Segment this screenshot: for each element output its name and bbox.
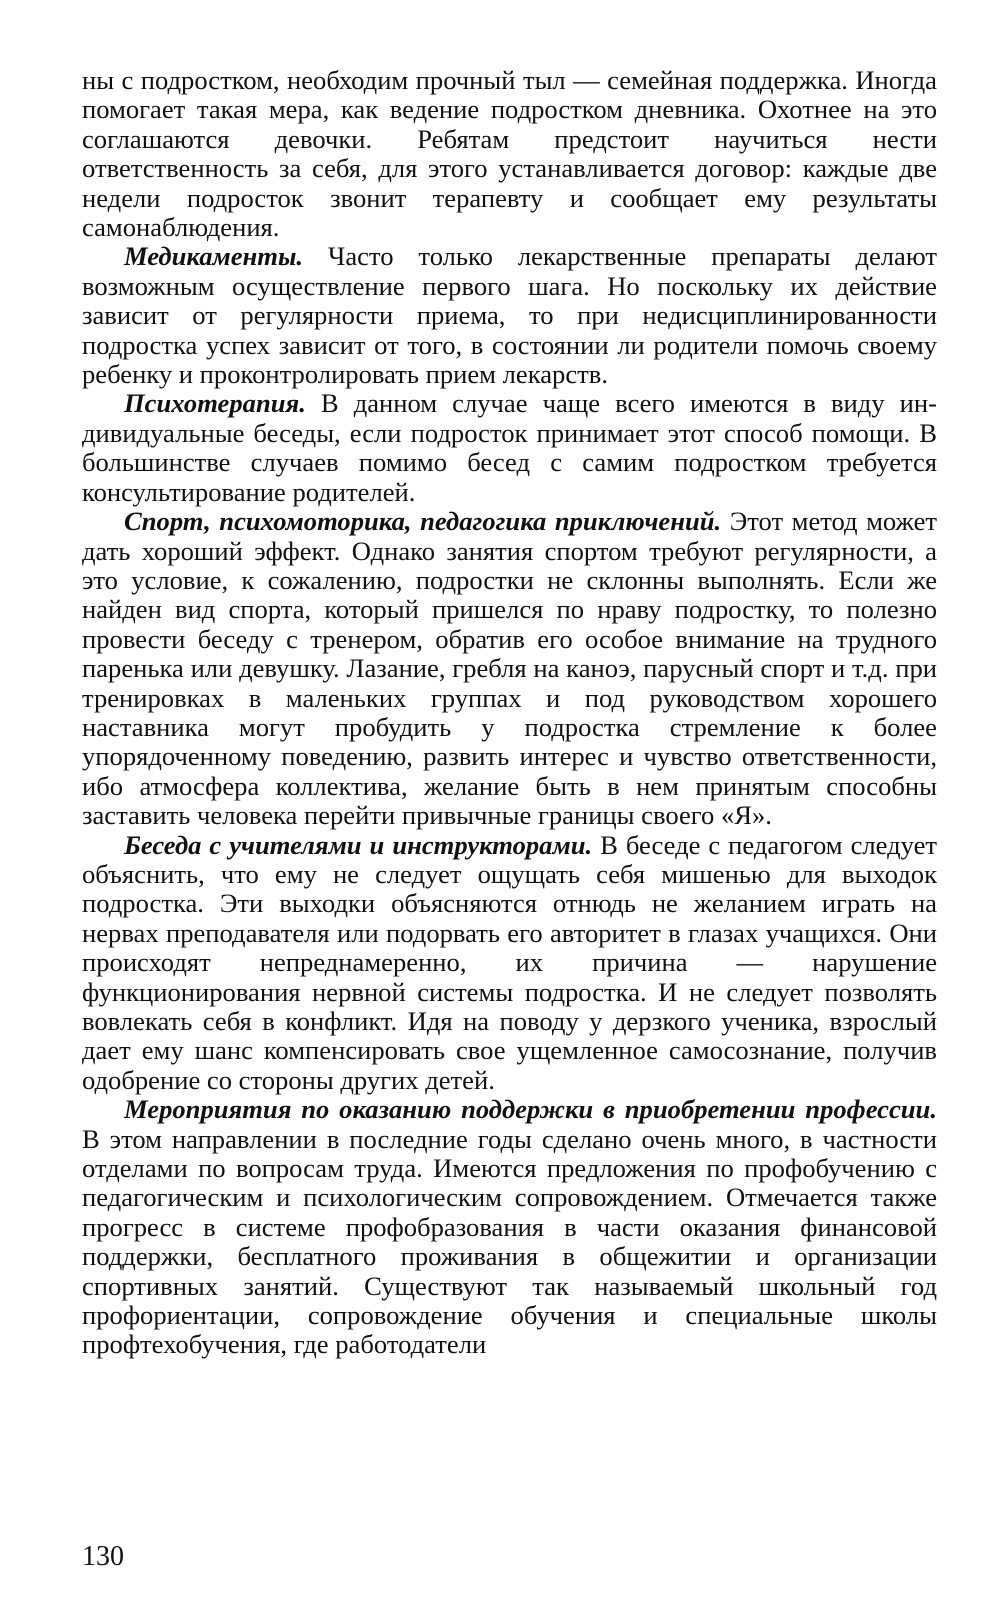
- page-number: 130: [82, 1541, 124, 1572]
- section-heading: Беседа с учителями и инструкторами.: [124, 829, 593, 860]
- paragraph-text: ны с подростком, необходим прочный тыл — семейная поддержка. Иногда помогает такая мера, как ведение подростком дневника. Охотнее на это соглашаются девочки. Ребятам предстоит научиться нести ответственность за себя, для этого устанавливается договор: каждые две недели подросток звонит терапевту и сообщает ему результаты самонаблюдения.: [82, 65, 937, 243]
- paragraph-psychotherapy: [82, 389, 937, 507]
- paragraph-text: Этот метод может дать хороший эффект. Однако занятия спортом требуют регулярности, а это условие, к сожалению, подростки не склонны выполнять. Если же найден вид спорта, который пришелся по нраву подростку, то полезно провести беседу с тренером, обратив его особое внимание на трудного паренька или девушку. Лазание, гребля на каноэ, парусный спорт и т.д. при тренировках в маленьких группах и под руководством хорошего наставника могут пробудить у подростка стремление к более упорядоченному поведению, развить интерес и чувство ответственности, ибо атмосфера коллектива, желание быть в нем принятым способны заставить человека перейти привычные границы своего «Я».: [82, 506, 937, 831]
- section-heading: Медикаменты.: [124, 241, 304, 272]
- section-heading: Мероприятия по оказанию поддержки в приобретении профессии.: [124, 1094, 937, 1125]
- section-heading: Психотерапия.: [124, 388, 306, 419]
- body-text: [82, 66, 937, 1360]
- paragraph-sport: [82, 507, 937, 830]
- paragraph-medications: [82, 242, 937, 389]
- paragraph-profession: [82, 1095, 937, 1360]
- paragraph-text: В беседе с педагогом следует объяснить, что ему не следует ощущать себя мишенью для выходок подростка. Эти выходки объясняются отнюдь не желанием играть на нервах преподавателя или подорвать его авторитет в глазах учащихся. Они происходят непреднамеренно, их причина — нарушение функционирования нервной системы подростка. И не следует позволять вовлекать себя в конфликт. Идя на поводу у дерзкого ученика, взрослый дает ему шанс компенсировать свое ущемленное самосознание, получив одобрение со стороны других детей.: [82, 829, 937, 1095]
- paragraph-continuation: [82, 66, 937, 242]
- section-heading: Спорт, психомоторика, педагогика приключений.: [124, 506, 722, 537]
- paragraph-text: Часто только лекарственные препараты делают возможным осуществление первого шага. Но поскольку их действие зависит от регулярности приема, то при недисциплинированности подростка успех зависит от того, в состоянии ли родители помочь своему ребенку и проконтролировать прием лекарств.: [82, 241, 937, 390]
- paragraph-text: В данном случае чаще всего имеются в виду индивидуальные беседы, если подросток принимает этот способ помощи. В большинстве случаев помимо бесед с самим подростком требуется консультирование родителей.: [82, 388, 937, 507]
- paragraph-text: В этом направлении в последние годы сделано очень много, в частности отделами по вопросам труда. Имеются предложения по профобучению с педагогическим и психологическим сопровождением. Отмечается также прогресс в системе профобразования в части оказания финансовой поддержки, бесплатного проживания в общежитии и организации спортивных занятий. Существуют так называемый школьный год профориентации, сопровождение обучения и специальные школы профтехобучения, где работодатели: [82, 1123, 937, 1360]
- paragraph-teachers: [82, 831, 937, 1096]
